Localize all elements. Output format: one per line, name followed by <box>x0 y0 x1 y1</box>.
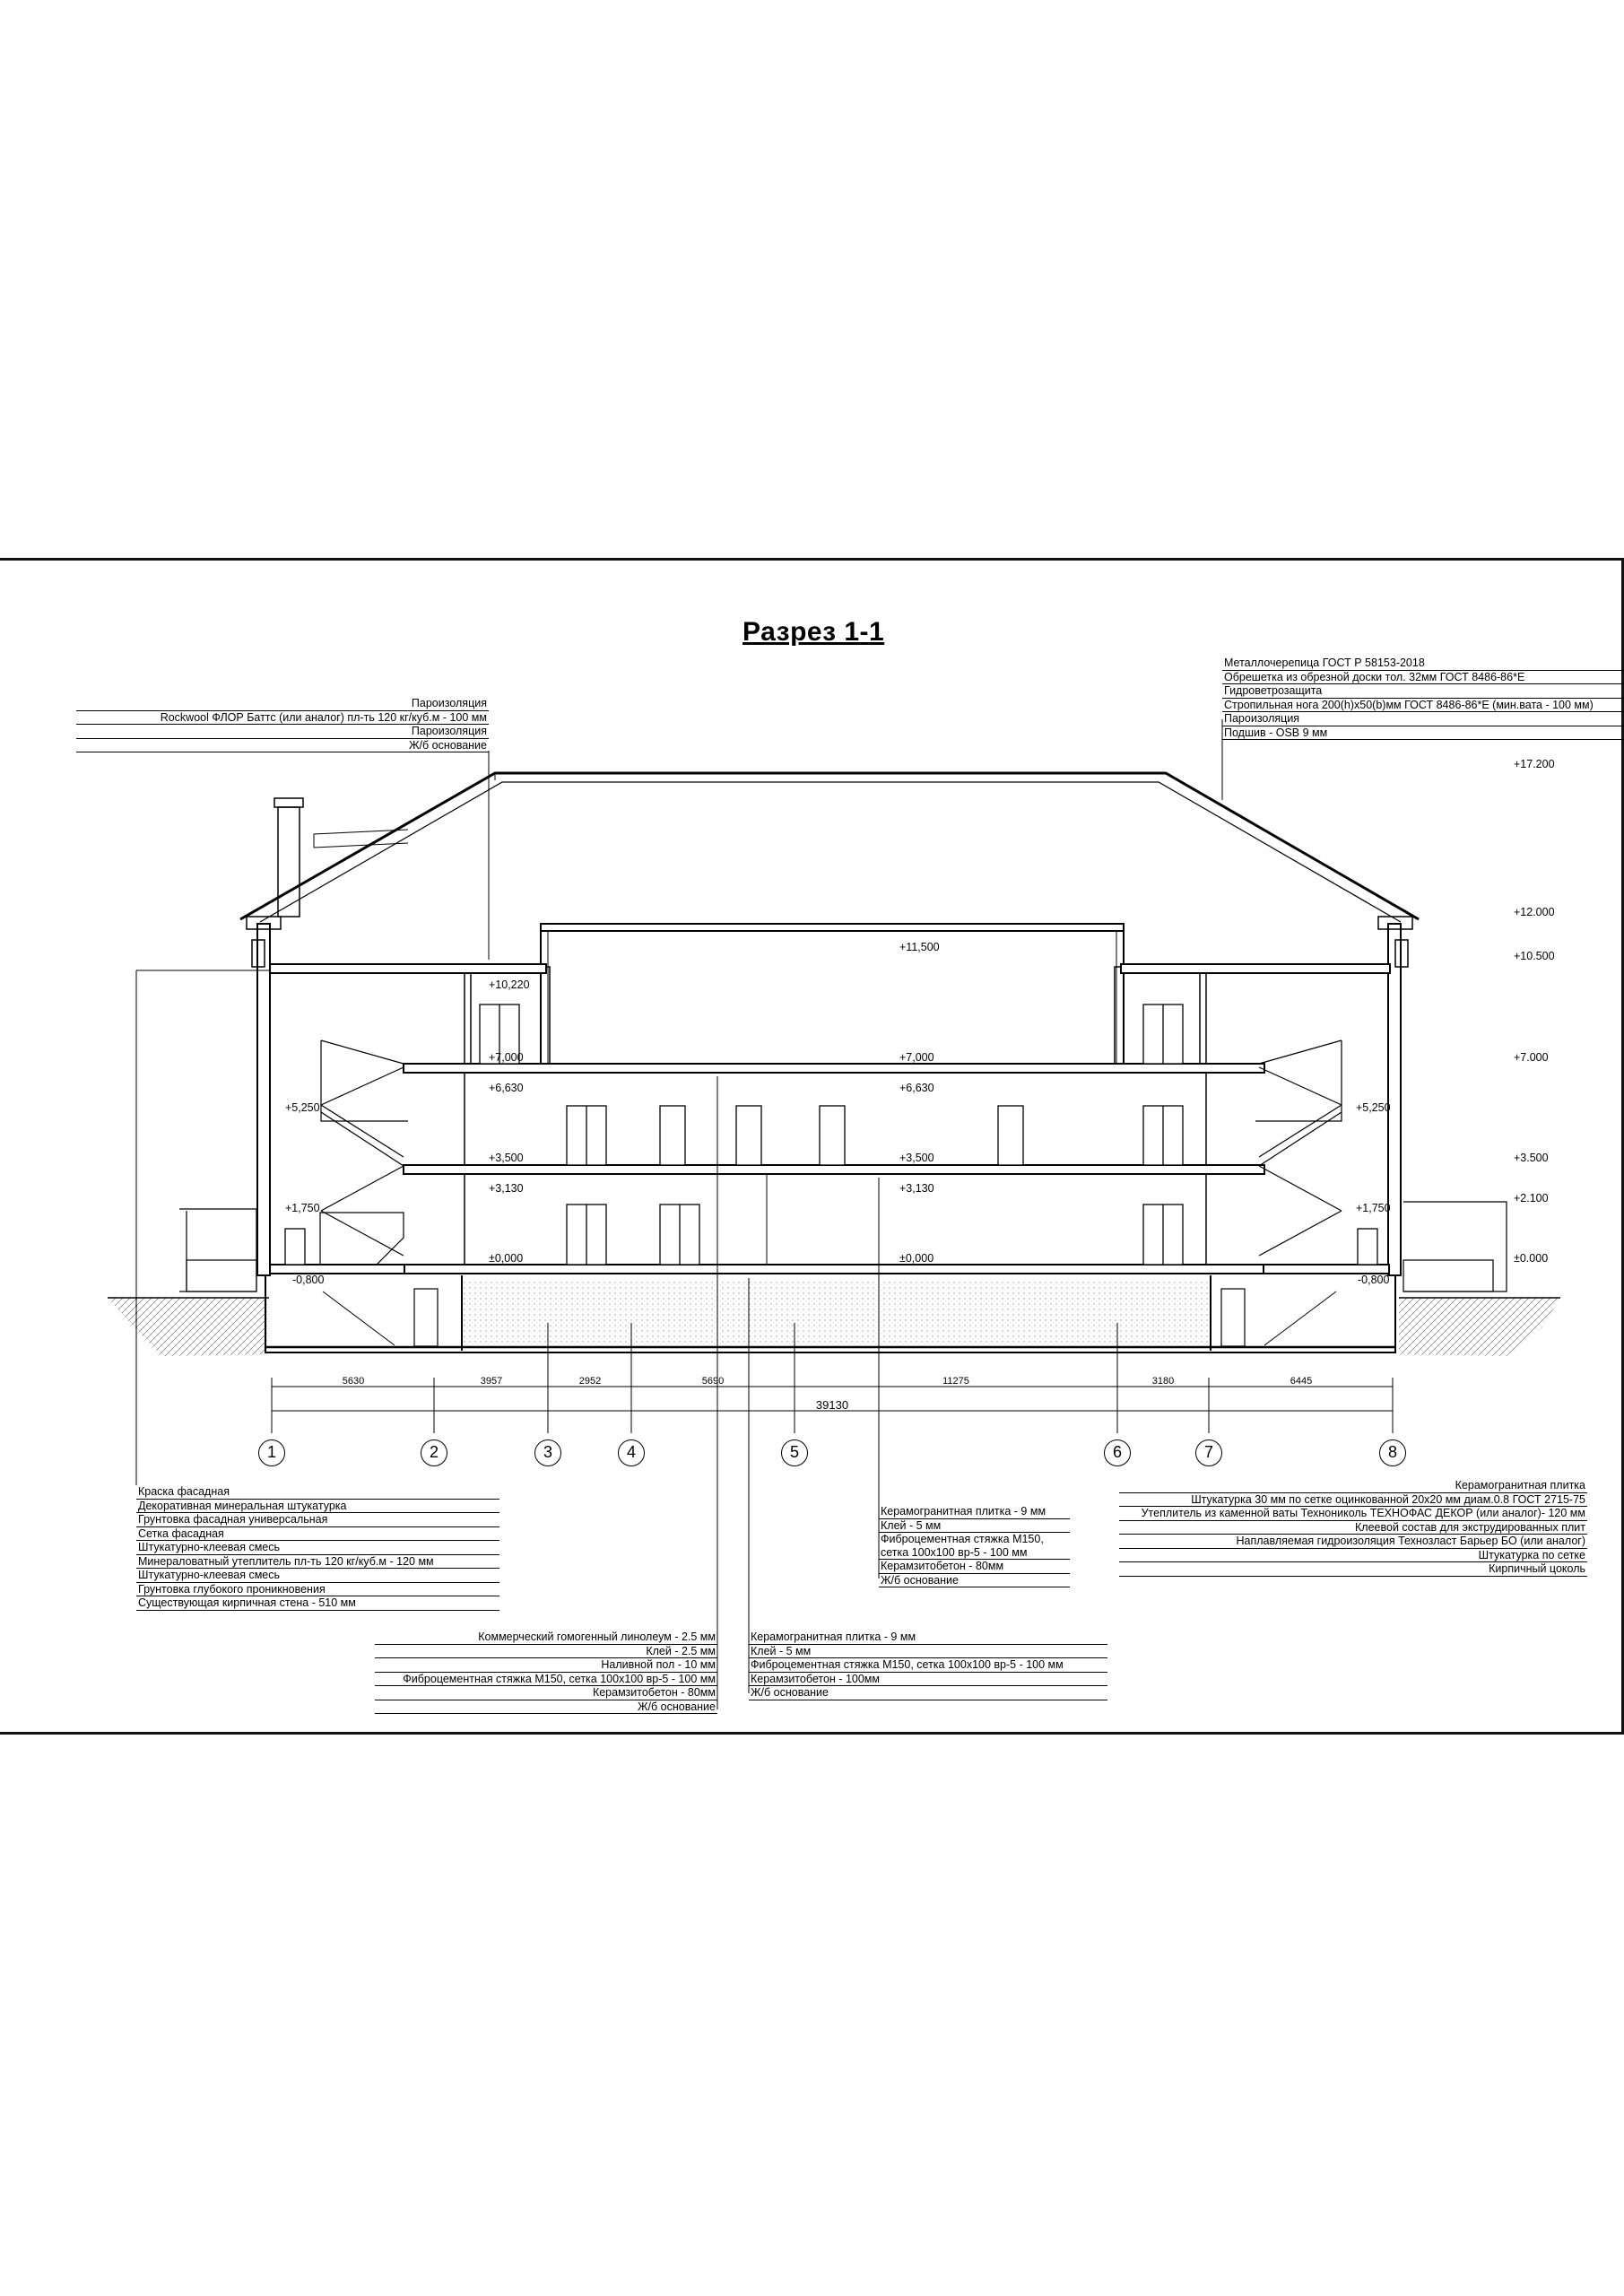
floor-tile-spec-line: сетка 100х100 вр-5 - 100 мм <box>879 1546 1070 1561</box>
axis-marker: 6 <box>1104 1439 1131 1466</box>
doors <box>285 1004 1377 1265</box>
plinth-spec-line: Наплавляемая гидроизоляция Технозласт Барьер БО (или аналог) <box>1119 1535 1587 1549</box>
floor-tile-spec-line: Керамогранитная плитка - 9 мм <box>879 1505 1070 1519</box>
dimension-value: 11275 <box>942 1376 969 1387</box>
level-mark-left: +6,630 <box>489 1082 524 1094</box>
floor-ground-spec-line: Ж/б основание <box>749 1686 1107 1700</box>
attic-volume <box>541 924 1124 1065</box>
floor-ground-spec-line: Керамзитобетон - 100мм <box>749 1673 1107 1687</box>
axis-marker: 2 <box>421 1439 447 1466</box>
axis-marker: 4 <box>618 1439 645 1466</box>
attic-floor-spec-line: Ж/б основание <box>76 739 489 753</box>
level-mark-left: +3,130 <box>489 1182 524 1195</box>
wall-spec-line: Минераловатный утеплитель пл-ть 120 кг/куб.м - 120 мм <box>136 1555 499 1570</box>
axis-marker: 1 <box>258 1439 285 1466</box>
axis-marker: 7 <box>1195 1439 1222 1466</box>
level-mark-stair: +1,750 <box>1356 1202 1391 1214</box>
floor-ground-spec-line: Клей - 5 мм <box>749 1645 1107 1659</box>
floor-tile-spec-line: Ж/б основание <box>879 1574 1070 1588</box>
level-mark-left: +10,220 <box>489 978 530 991</box>
roof-spec-line: Стропильная нога 200(h)х50(b)мм ГОСТ 8486-86*Е (мин.вата - 100 мм) <box>1222 699 1624 713</box>
dimension-value: 5630 <box>342 1376 365 1387</box>
roof-spec-line: Гидроветрозащита <box>1222 684 1624 699</box>
floor-tile-spec-line: Керамзитобетон - 80мм <box>879 1560 1070 1574</box>
wall-spec-line: Штукатурно-клеевая смесь <box>136 1541 499 1555</box>
wall-spec-line: Сетка фасадная <box>136 1527 499 1542</box>
floor-linoleum-spec-line: Клей - 2.5 мм <box>375 1645 717 1659</box>
level-mark-stair: +5,250 <box>1356 1101 1391 1114</box>
level-mark-center: +7,000 <box>899 1051 934 1064</box>
drawing-title: Разрез 1-1 <box>743 617 885 647</box>
level-mark-left: ±0,000 <box>489 1252 524 1265</box>
plinth-spec <box>1119 1479 1587 1577</box>
plinth-spec-line: Кирпичный цоколь <box>1119 1562 1587 1577</box>
floor-ground-spec-line: Фиброцементная стяжка М150, сетка 100х100 вр-5 - 100 мм <box>749 1658 1107 1673</box>
roof-spec-line: Металлочерепица ГОСТ Р 58153-2018 <box>1222 657 1624 671</box>
level-mark-stair: +1,750 <box>285 1202 320 1214</box>
floor-tile-spec <box>879 1505 1070 1587</box>
roof-spec-line: Подшив - OSB 9 мм <box>1222 726 1624 741</box>
axis-marker: 5 <box>781 1439 808 1466</box>
axis-marker: 8 <box>1379 1439 1406 1466</box>
porches <box>179 1202 1507 1292</box>
total-dimension: 39130 <box>815 1398 849 1412</box>
wall-spec <box>136 1485 499 1611</box>
wall-spec-line: Грунтовка фасадная универсальная <box>136 1513 499 1527</box>
level-mark-right: +2.100 <box>1514 1192 1549 1205</box>
attic-floor-spec <box>76 697 489 752</box>
roof-spec <box>1222 657 1624 740</box>
wall-spec-line: Грунтовка глубокого проникновения <box>136 1583 499 1597</box>
attic-floor-spec-line: Rockwool ФЛОР Баттс (или аналог) пл-ть 120 кг/куб.м - 100 мм <box>76 711 489 726</box>
wall-spec-line: Декоративная минеральная штукатурка <box>136 1500 499 1514</box>
level-mark-right: +10.500 <box>1514 950 1555 962</box>
wall-spec-line: Существующая кирпичная стена - 510 мм <box>136 1596 499 1611</box>
dimension-value: 6445 <box>1290 1376 1313 1387</box>
level-mark-left: +3,500 <box>489 1152 524 1164</box>
floor-linoleum-spec-line: Коммерческий гомогенный линолеум - 2.5 мм <box>375 1631 717 1645</box>
floor-tile-spec-line: Клей - 5 мм <box>879 1519 1070 1534</box>
level-mark-right: +7.000 <box>1514 1051 1549 1064</box>
roof-spec-line: Пароизоляция <box>1222 712 1624 726</box>
attic-floor-spec-line: Пароизоляция <box>76 725 489 739</box>
axis-marker: 3 <box>534 1439 561 1466</box>
level-mark-right: ±0.000 <box>1514 1252 1549 1265</box>
floor-linoleum-spec-line: Керамзитобетон - 80мм <box>375 1686 717 1700</box>
level-mark-center: +6,630 <box>899 1082 934 1094</box>
floor-linoleum-spec-line: Фиброцементная стяжка М150, сетка 100х100 вр-5 - 100 мм <box>375 1673 717 1687</box>
floor-linoleum-spec <box>375 1631 717 1714</box>
plinth-spec-line: Клеевой состав для экструдированных плит <box>1119 1521 1587 1535</box>
level-mark-stair: +5,250 <box>285 1101 320 1114</box>
plinth-spec-line: Утеплитель из каменной ваты Технониколь ТЕХНОФАС ДЕКОР (или аналог)- 120 мм <box>1119 1507 1587 1521</box>
floor-linoleum-spec-line: Наливной пол - 10 мм <box>375 1658 717 1673</box>
wall-spec-line: Краска фасадная <box>136 1485 499 1500</box>
level-mark-center: +11,500 <box>899 941 940 953</box>
roof-spec-line: Обрешетка из обрезной доски тол. 32мм ГОСТ 8486-86*Е <box>1222 671 1624 685</box>
floor-linoleum-spec-line: Ж/б основание <box>375 1700 717 1715</box>
level-mark-center: +3,500 <box>899 1152 934 1164</box>
dimension-value: 3957 <box>480 1376 503 1387</box>
level-mark-center: +3,130 <box>899 1182 934 1195</box>
level-mark-stair: -0,800 <box>1358 1274 1390 1286</box>
attic-floor-spec-line: Пароизоляция <box>76 697 489 711</box>
dimension-value: 2952 <box>578 1376 602 1387</box>
level-mark-right: +17.200 <box>1514 758 1555 770</box>
floor-tile-spec-line: Фиброцементная стяжка М150, <box>881 1533 1044 1545</box>
plinth-spec-line: Штукатурка по сетке <box>1119 1549 1587 1563</box>
level-mark-left: +7,000 <box>489 1051 524 1064</box>
plinth-spec-line: Штукатурка 30 мм по сетке оцинкованной 20х20 мм диам.0.8 ГОСТ 2715-75 <box>1119 1493 1587 1508</box>
roof <box>240 773 1419 922</box>
floor-ground-spec-line: Керамогранитная плитка - 9 мм <box>749 1631 1107 1645</box>
dimension-value: 3180 <box>1151 1376 1175 1387</box>
wall-spec-line: Штукатурно-клеевая смесь <box>136 1569 499 1583</box>
level-mark-right: +3.500 <box>1514 1152 1549 1164</box>
dimension-value: 5690 <box>701 1376 725 1387</box>
floor-ground-spec <box>749 1631 1107 1700</box>
level-mark-stair: -0,800 <box>292 1274 325 1286</box>
plinth-spec-line: Керамогранитная плитка <box>1119 1479 1587 1493</box>
level-mark-right: +12.000 <box>1514 906 1555 918</box>
ground-soil <box>108 1281 1560 1356</box>
level-mark-center: ±0,000 <box>899 1252 934 1265</box>
